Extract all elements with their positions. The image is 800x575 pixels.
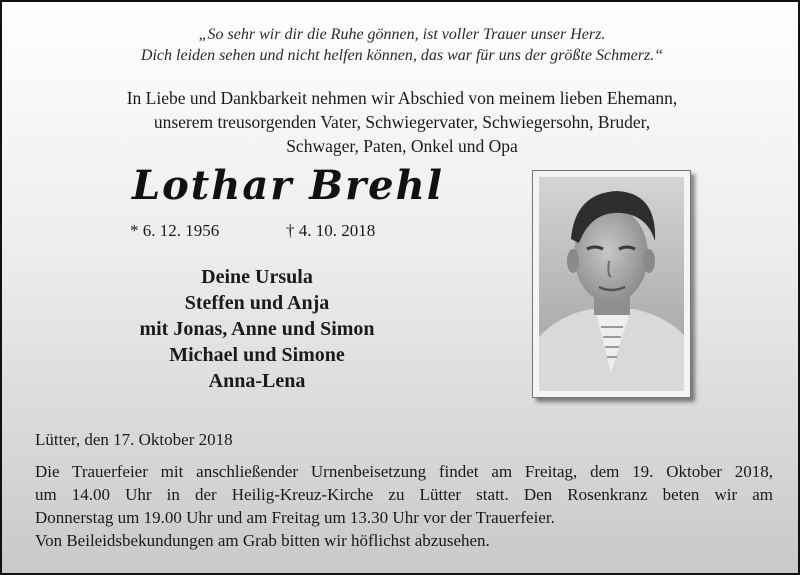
mourner-line: Michael und Simone	[169, 344, 345, 366]
birth-date: * 6. 12. 1956	[130, 221, 220, 240]
quote-line: Dich leiden sehen und nicht helfen können, das war für uns der größte Schmerz.“	[140, 47, 664, 64]
deceased-name: Lothar Brehl	[132, 162, 444, 209]
intro-line: In Liebe und Dankbarkeit nehmen wir Abschied von meinem lieben Ehemann,	[126, 88, 678, 108]
death-date: † 4. 10. 2018	[286, 221, 376, 240]
portrait-photo	[539, 177, 684, 391]
mourner-line: Anna-Lena	[208, 370, 306, 392]
service-line: um 14.00 Uhr in der Heilig-Kreuz-Kirche zu Lütter statt. Den Rosenkranz beten wir am	[35, 485, 773, 504]
intro-line: unserem treusorgenden Vater, Schwiegervater, Schwiegersohn, Bruder,	[153, 112, 651, 132]
memorial-quote	[2, 24, 800, 66]
portrait-frame	[532, 170, 691, 398]
quote-line: „So sehr wir dir die Ruhe gönnen, ist voller Trauer unser Herz.	[198, 26, 606, 43]
service-line: Donnerstag um 19.00 Uhr und am Freitag um 13.30 Uhr vor der Trauerfeier.	[35, 508, 555, 527]
service-details	[35, 460, 773, 552]
intro-line: Schwager, Paten, Onkel und Opa	[286, 136, 518, 156]
location-date: Lütter, den 17. Oktober 2018	[35, 430, 233, 449]
service-line: Die Trauerfeier mit anschließender Urnenbeisetzung findet am Freitag, dem 19. Oktober 2018,	[35, 462, 773, 481]
service-line: Von Beileidsbekundungen am Grab bitten wir höflichst abzusehen.	[35, 531, 490, 550]
mourner-line: Steffen und Anja	[184, 292, 330, 314]
mourners-list	[102, 264, 412, 394]
farewell-intro	[2, 86, 800, 158]
mourner-line: mit Jonas, Anne und Simon	[139, 318, 375, 340]
mourner-line: Deine Ursula	[201, 266, 313, 288]
